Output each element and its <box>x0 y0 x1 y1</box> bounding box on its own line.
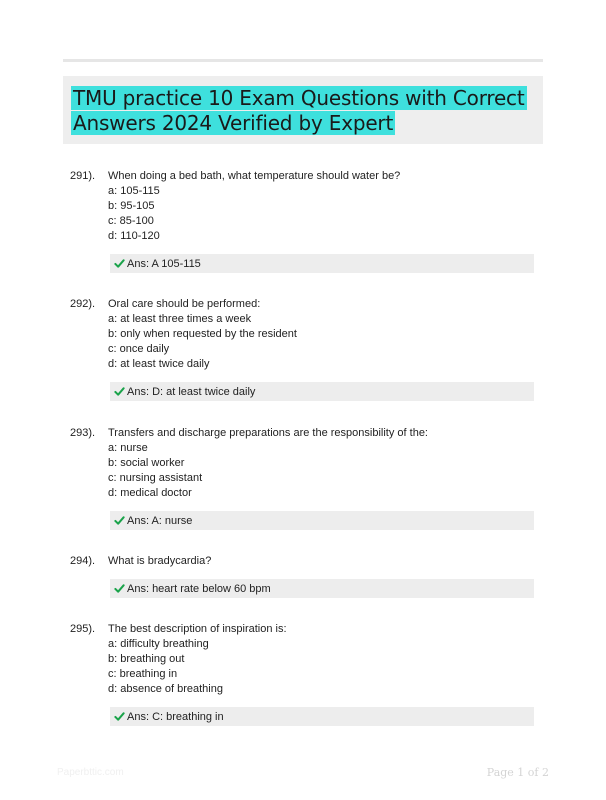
answer-text: Ans: A: nurse <box>127 515 193 527</box>
answer-box <box>110 707 534 726</box>
options-list <box>108 637 223 697</box>
option-c: c: 85-100 <box>108 215 154 227</box>
answer-box <box>110 511 534 530</box>
options-list <box>108 184 160 244</box>
option-a: a: difficulty breathing <box>108 638 209 650</box>
title-line-2: Answers 2024 Verified by Expert <box>73 111 394 135</box>
checkmark-icon <box>114 386 125 397</box>
question-number: 295). <box>70 623 96 635</box>
answer-text: Ans: A 105-115 <box>127 258 201 270</box>
question-text: What is bradycardia? <box>108 555 212 567</box>
option-b: b: only when requested by the resident <box>108 328 297 340</box>
option-b: b: breathing out <box>108 653 185 665</box>
options-list <box>108 441 202 501</box>
answer-box <box>110 254 534 273</box>
option-c: c: once daily <box>108 343 170 355</box>
option-d: d: 110-120 <box>108 230 160 242</box>
question-number: 291). <box>70 170 96 182</box>
option-d: d: absence of breathing <box>108 683 223 695</box>
answer-box <box>110 579 534 598</box>
answer-text: Ans: D: at least twice daily <box>127 386 256 398</box>
question-number: 292). <box>70 298 96 310</box>
answer-text: Ans: C: breathing in <box>127 711 224 723</box>
top-rule <box>63 59 543 62</box>
question-text: The best description of inspiration is: <box>108 623 287 635</box>
document-title <box>71 86 527 136</box>
answer-text: Ans: heart rate below 60 bpm <box>127 583 271 595</box>
footer-site: Paperbttic.com <box>57 767 124 778</box>
question-number: 293). <box>70 427 96 439</box>
question-number: 294). <box>70 555 96 567</box>
option-a: a: nurse <box>108 442 148 454</box>
checkmark-icon <box>114 258 125 269</box>
question-text: Transfers and discharge preparations are the responsibility of the: <box>108 427 428 439</box>
checkmark-icon <box>114 515 125 526</box>
option-b: b: 95-105 <box>108 200 155 212</box>
option-d: d: at least twice daily <box>108 358 210 370</box>
title-block <box>63 76 543 144</box>
option-d: d: medical doctor <box>108 487 192 499</box>
page-number: Page 1 of 2 <box>486 766 549 779</box>
question-text: When doing a bed bath, what temperature should water be? <box>108 170 401 182</box>
option-c: c: breathing in <box>108 668 178 680</box>
question-text: Oral care should be performed: <box>108 298 261 310</box>
title-line-1: TMU practice 10 Exam Questions with Correct <box>73 86 525 110</box>
option-c: c: nursing assistant <box>108 472 203 484</box>
option-a: a: at least three times a week <box>108 313 252 325</box>
checkmark-icon <box>114 583 125 594</box>
option-b: b: social worker <box>108 457 185 469</box>
answer-box <box>110 382 534 401</box>
checkmark-icon <box>114 711 125 722</box>
options-list <box>108 312 297 372</box>
option-a: a: 105-115 <box>108 185 160 197</box>
